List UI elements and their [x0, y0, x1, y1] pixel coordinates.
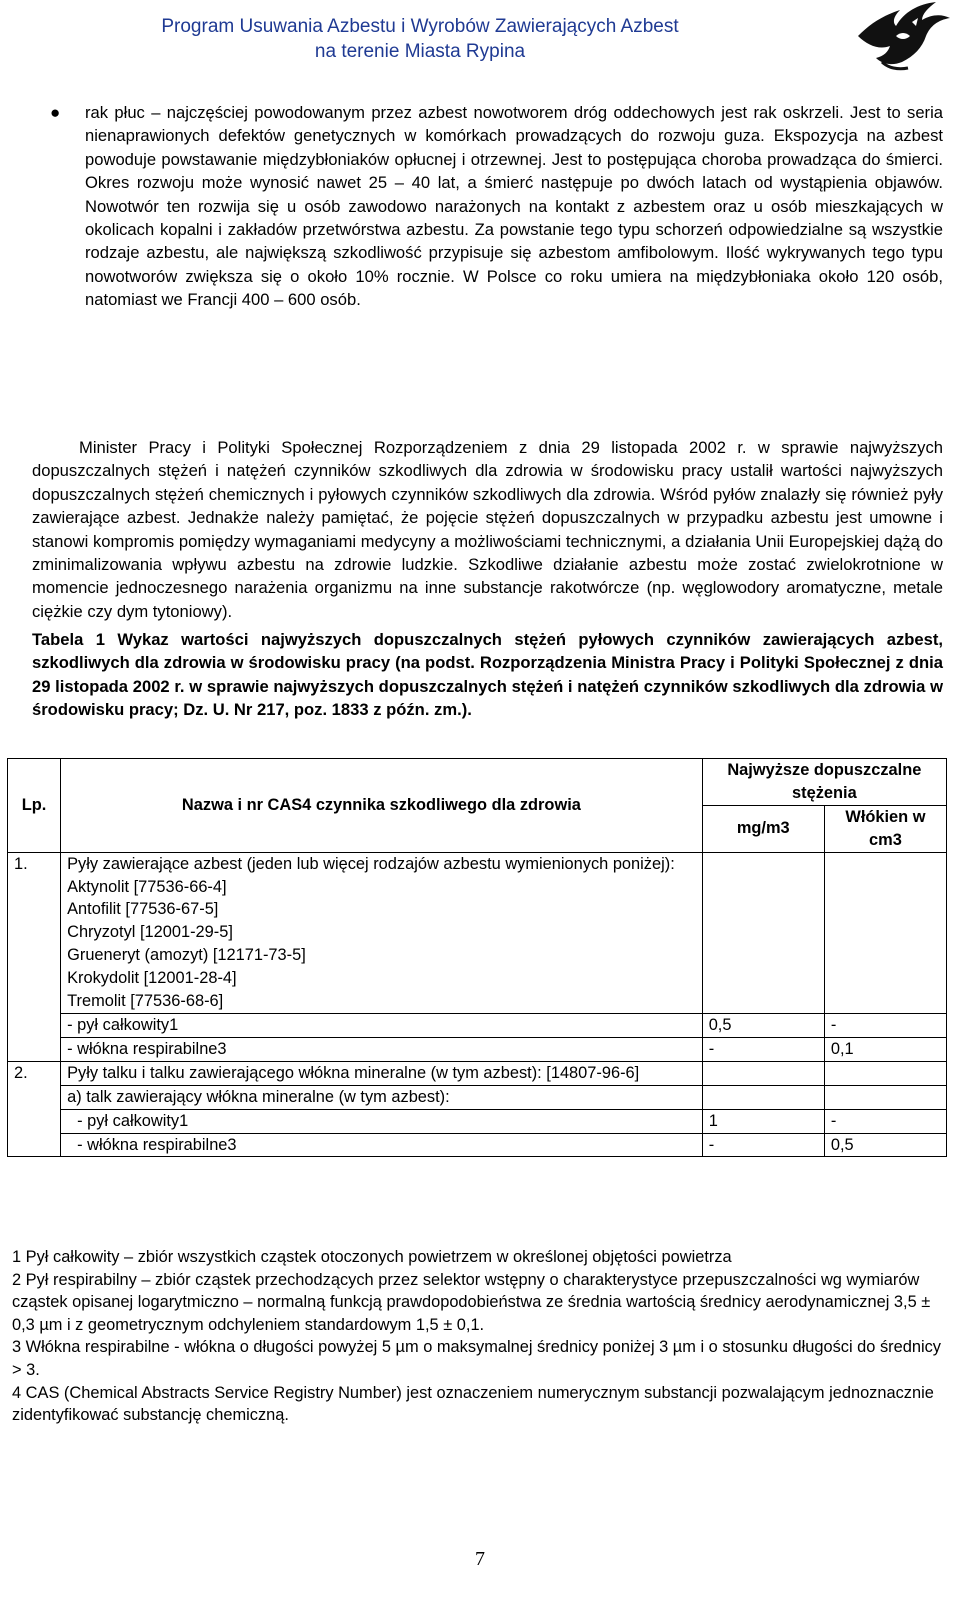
header-title: [130, 14, 710, 64]
footnote: 4 CAS (Chemical Abstracts Service Registry Number) jest oznaczeniem numerycznym substancji pozwalającym jednoznacznie zidentyfikować substancję chemiczną.: [12, 1383, 934, 1425]
table-row: [8, 852, 947, 1013]
row-fiber-value: [824, 1061, 946, 1085]
header-max-concentrations: Najwyższe dopuszczalne stężenia: [702, 759, 946, 806]
row-agent-name: [61, 852, 703, 1013]
row-lp: 2.: [8, 1061, 61, 1157]
footnote: 2 Pył respirabilny – zbiór cząstek przechodzących przez selektor wstępny o charakterystyce przepuszczalności wg wymiarów cząstek opisanej logarytmiczno – normalną funkcją prawdopodobieństwa ze średnia wartością średnicy aerodynamicznej 3,5 ± 0,3 µm i z geometrycznym odchyleniem standardowym 1,5 ± 0,1.: [12, 1270, 931, 1334]
table-row: [8, 1061, 947, 1085]
asbestos-type: Krokydolit [12001-28-4]: [67, 969, 237, 988]
table-row: [8, 1109, 947, 1133]
table-row: [8, 1133, 947, 1157]
page-number: 7: [475, 1548, 485, 1570]
asbestos-type: Tremolit [77536-68-6]: [67, 992, 224, 1011]
regulation-paragraph: Minister Pracy i Polityki Społecznej Rozporządzeniem z dnia 29 listopada 2002 r. w sprawie najwyższych dopuszczalnych stężeń i natężeń czynników szkodliwych dla zdrowia w środowisku pracy ustalił wartości najwyższych dopuszczalnych stężeń chemicznych i pyłowych czynników szkodliwych dla zdrowia. Wśród pyłów znalazły się również pyły zawierające azbest. Jednakże należy pamiętać, że pojęcie stężeń dopuszczalnych w przypadku azbestu jest umowne i stanowi kompromis pomiędzy wymaganiami medycyny a możliwościami technicznymi, a działania Unii Europejskiej dążą do zminimalizowania wpływu azbestu na zdrowie ludzkie. Szkodliwe działanie azbestu może zostać zwielokrotnione w momencie jednoczesnego narażenia organizmu na inne substancje rakotwórcze (np. węglowodory aromatyczne, metale ciężkie czy dym tytoniowy).: [32, 438, 943, 621]
header-lp: Lp.: [8, 759, 61, 853]
header-agent-name: Nazwa i nr CAS4 czynnika szkodliwego dla zdrowia: [61, 759, 703, 853]
asbestos-type: Chryzotyl [12001-29-5]: [67, 923, 233, 942]
row-lp: 1.: [8, 852, 61, 1061]
sub-row-label: - pył całkowity1: [61, 1013, 703, 1037]
header-fibers-cm3: Włókien w cm3: [824, 805, 946, 852]
bullet-paragraph: rak płuc – najczęściej powodowanym przez azbest nowotworem dróg oddechowych jest rak oskrzeli. Jest to seria nienaprawionych defektów genetycznych w komórkach prowadzących do rozwoju guza. Ekspozycja na azbest powoduje powstawanie międzybłoniaków opłucnej i otrzewnej. Jest to postępująca choroba prowadząca do śmierci. Okres rozwoju może wynosić nawet 25 – 40 lat, a śmierć następuje po dwóch latach od wystąpienia objawów. Nowotwór ten rozwija się u osób zawodowo narażonych na kontakt z azbestem oraz u osób mieszkających w okolicach kopalni i zakładów przetwórstwa azbestu. Za powstanie tego typu schorzeń odpowiedzialne są wszystkie rodzaje azbestu, ale największą szkodliwość przypisuje się azbestom amfibolowym. Ilość wykrywanych tego typu nowotworów zwiększa się o około 10% rocznie. W Polsce co roku umiera na międzybłoniaka około 120 osób, natomiast we Francji 400 – 600 osób.: [85, 103, 943, 310]
sub-row-mg: 0,5: [702, 1013, 824, 1037]
row-mg-value: [702, 1061, 824, 1085]
header-title-line1: Program Usuwania Azbestu i Wyrobów Zawierających Azbest: [161, 16, 679, 37]
sub-row-fibers: -: [824, 1013, 946, 1037]
footnote: 1 Pył całkowity – zbiór wszystkich cząstek otoczonych powietrzem w określonej objętości powietrza: [12, 1248, 732, 1266]
footnote: 3 Włókna respirabilne - włókna o długości powyżej 5 µm o maksymalnej średnicy poniżej 3 µm i o stosunku długości do średnicy > 3.: [12, 1338, 941, 1379]
sub-row-fibers: 0,1: [824, 1037, 946, 1061]
sub-row-header: a) talk zawierający włókna mineralne (w tym azbest):: [61, 1085, 703, 1109]
row-fiber-value: [824, 852, 946, 1013]
sub-row-mg: -: [702, 1037, 824, 1061]
table-header-row: [8, 759, 947, 806]
sub-row-mg: -: [702, 1133, 824, 1157]
footnotes: [12, 1246, 947, 1427]
sub-row-label: - pył całkowity1: [61, 1109, 703, 1133]
table-row: [8, 1013, 947, 1037]
bullet-icon: ●: [50, 103, 61, 122]
asbestos-type: Aktynolit [77536-66-4]: [67, 877, 227, 896]
row-mg-value: [702, 852, 824, 1013]
sub-row-fibers: 0,5: [824, 1133, 946, 1157]
header-title-line2: na terenie Miasta Rypina: [314, 41, 526, 62]
row-agent-name: Pyły talku i talku zawierającego włókna mineralne (w tym azbest): [14807-96-6]: [61, 1061, 703, 1085]
sub-row-fibers: -: [824, 1109, 946, 1133]
eagle-logo-icon: [852, 2, 952, 72]
agent-description: Pyły zawierające azbest (jeden lub więcej rodzajów azbestu wymienionych poniżej):: [67, 854, 675, 873]
sub-row-mg: 1: [702, 1109, 824, 1133]
sub-row-mg: [702, 1085, 824, 1109]
asbestos-type: Antofilit [77536-67-5]: [67, 900, 219, 919]
table-row: [8, 1085, 947, 1109]
sub-row-label: - włókna respirabilne3: [61, 1037, 703, 1061]
table-row: [8, 1037, 947, 1061]
sub-row-label: - włókna respirabilne3: [61, 1133, 703, 1157]
asbestos-limits-table: [7, 758, 947, 1157]
asbestos-type: Grueneryt (amozyt) [12171-73-5]: [67, 946, 306, 965]
sub-row-fibers: [824, 1085, 946, 1109]
bullet-list-item: [50, 101, 943, 312]
table-caption: Tabela 1 Wykaz wartości najwyższych dopuszczalnych stężeń pyłowych czynników zawierających azbest, szkodliwych dla zdrowia w środowisku pracy (na podst. Rozporządzenia Ministra Pracy i Polityki Społecznej z dnia 29 listopada 2002 r. w sprawie najwyższych dopuszczalnych stężeń i natężeń czynników szkodliwych dla zdrowia w środowisku pracy; Dz. U. Nr 217, poz. 1833 z późn. zm.).: [32, 630, 943, 720]
header-mg-m3: mg/m3: [702, 805, 824, 852]
page-header: [0, 0, 960, 75]
